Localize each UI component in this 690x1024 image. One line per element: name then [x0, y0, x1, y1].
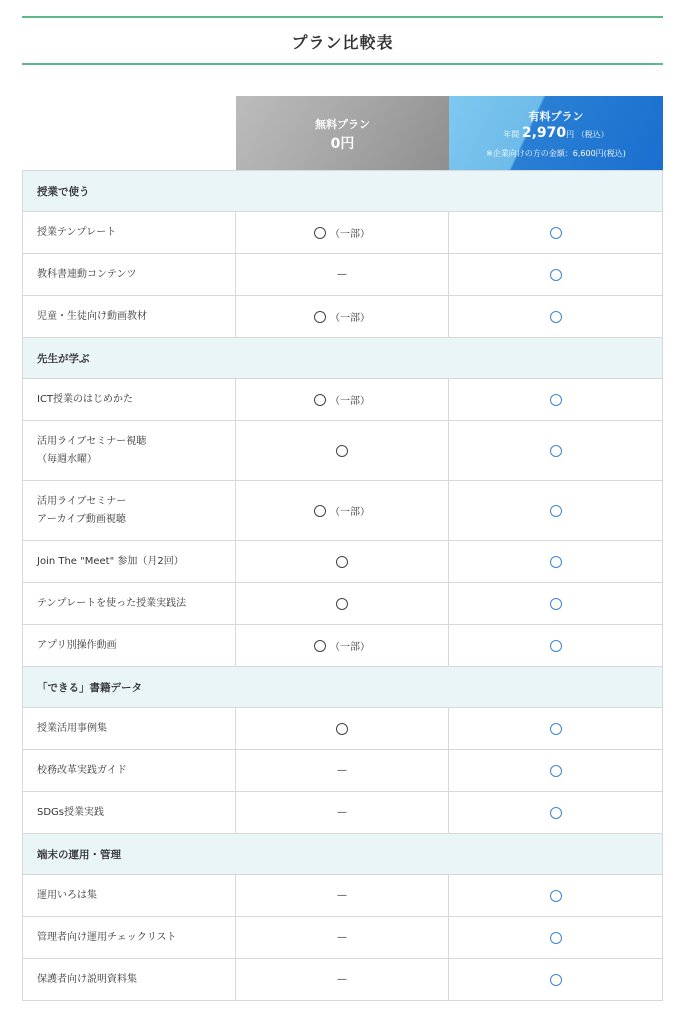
free-plan-cell	[236, 296, 449, 337]
circle-icon	[550, 974, 562, 986]
free-plan-price: 0円	[330, 136, 355, 152]
table-row	[23, 421, 662, 481]
feature-label	[23, 583, 236, 624]
table-row	[23, 917, 662, 959]
paid-plan-cell	[449, 875, 662, 916]
paid-plan-cell	[449, 379, 662, 420]
free-plan-cell	[236, 917, 449, 958]
feature-name: 教科書連動コンテンツ	[37, 268, 137, 280]
paid-plan-cell	[449, 792, 662, 833]
circle-icon	[314, 311, 326, 323]
free-plan-cell	[236, 541, 449, 582]
free-plan-name: 無料プラン	[315, 118, 370, 131]
section-header: 授業で使う	[23, 171, 662, 212]
paid-plan-cell	[449, 625, 662, 666]
free-plan-cell	[236, 875, 449, 916]
circle-icon	[550, 807, 562, 819]
feature-name: 管理者向け運用チェックリスト	[37, 931, 177, 943]
circle-icon	[550, 311, 562, 323]
table-row	[23, 254, 662, 296]
section-header: 先生が学ぶ	[23, 338, 662, 379]
page-title: プラン比較表	[291, 33, 394, 52]
feature-label-text	[37, 595, 186, 613]
feature-label	[23, 792, 236, 833]
circle-icon	[550, 445, 562, 457]
feature-label	[23, 379, 236, 420]
feature-label	[23, 625, 236, 666]
feature-label	[23, 541, 236, 582]
paid-plan-name: 有料プラン	[528, 110, 584, 123]
feature-name: ICT授業のはじめかた	[37, 393, 134, 405]
comparison-grid	[22, 170, 663, 1001]
free-plan-cell	[236, 625, 449, 666]
section-header: 「できる」書籍データ	[23, 667, 662, 708]
paid-plan-cell	[449, 750, 662, 791]
table-row	[23, 875, 662, 917]
plan-header-row	[22, 96, 663, 170]
page-header	[22, 16, 663, 66]
feature-label	[23, 254, 236, 295]
paid-plan-cell	[449, 481, 662, 540]
circle-icon	[550, 556, 562, 568]
feature-name: アプリ別操作動画	[37, 639, 117, 651]
feature-name: 運用いろは集	[37, 889, 97, 901]
paid-plan-price-line	[449, 125, 663, 141]
feature-label-text	[37, 266, 137, 284]
feature-label	[23, 917, 236, 958]
circle-icon	[550, 890, 562, 902]
feature-name: 授業テンプレート	[37, 226, 117, 238]
table-row	[23, 708, 662, 750]
table-row	[23, 583, 662, 625]
paid-plan-cell	[449, 254, 662, 295]
partial-note: （一部）	[330, 507, 370, 518]
circle-icon	[336, 556, 348, 568]
circle-icon	[550, 723, 562, 735]
dash-mark: —	[337, 807, 347, 818]
free-plan-cell	[236, 708, 449, 749]
paid-plan-tax: （税込）	[576, 130, 609, 139]
circle-icon	[314, 227, 326, 239]
free-plan-cell	[236, 481, 449, 540]
feature-label-text	[37, 971, 137, 989]
feature-label-text	[37, 720, 107, 738]
feature-label-text	[37, 391, 133, 409]
section-header: 端末の運用・管理	[23, 834, 662, 875]
header-top-rule	[22, 16, 663, 18]
circle-icon	[550, 932, 562, 944]
dash-mark: —	[337, 932, 347, 943]
table-row	[23, 750, 662, 792]
feature-name-line2: （毎週水曜）	[37, 453, 97, 465]
table-row	[23, 379, 662, 421]
feature-label-text	[37, 553, 184, 571]
free-plan-cell	[236, 792, 449, 833]
table-row	[23, 296, 662, 338]
circle-icon	[550, 505, 562, 517]
paid-plan-price: 2,970	[521, 125, 567, 141]
feature-label	[23, 296, 236, 337]
feature-name: 保護者向け説明資料集	[37, 973, 137, 985]
dash-mark: —	[337, 890, 347, 901]
circle-icon	[336, 723, 348, 735]
circle-icon	[336, 598, 348, 610]
plan-comparison-table	[22, 96, 663, 1001]
feature-label-text	[37, 929, 177, 947]
paid-plan-cell	[449, 541, 662, 582]
feature-label-text	[37, 433, 146, 469]
table-row	[23, 959, 662, 1001]
paid-plan-period: 年間	[503, 130, 520, 139]
feature-label-text	[37, 493, 126, 529]
feature-label	[23, 481, 236, 540]
feature-name: テンプレートを使った授業実践法	[37, 597, 187, 609]
partial-note: （一部）	[330, 642, 370, 653]
paid-plan-note: ※企業向けの方の金額：6,600円(税込)	[486, 149, 626, 158]
dash-mark: —	[337, 974, 347, 985]
circle-icon	[550, 394, 562, 406]
feature-name: Join The "Meet" 参加（月2回）	[37, 555, 184, 567]
feature-label	[23, 421, 236, 480]
paid-plan-cell	[449, 959, 662, 1000]
circle-icon	[550, 227, 562, 239]
feature-label	[23, 212, 236, 253]
feature-label	[23, 959, 236, 1000]
feature-label-text	[37, 804, 104, 822]
circle-icon	[550, 765, 562, 777]
feature-label	[23, 708, 236, 749]
partial-note: （一部）	[330, 396, 370, 407]
dash-mark: —	[337, 269, 347, 280]
feature-name: 授業活用事例集	[37, 722, 107, 734]
paid-plan-cell	[449, 421, 662, 480]
free-plan-cell	[236, 583, 449, 624]
feature-name: 校務改革実践ガイド	[37, 764, 127, 776]
circle-icon	[550, 269, 562, 281]
feature-name: 活用ライブセミナー	[37, 495, 127, 507]
feature-label-text	[37, 308, 147, 326]
paid-plan-cell	[449, 212, 662, 253]
paid-plan-cell	[449, 296, 662, 337]
paid-plan-cell	[449, 917, 662, 958]
feature-name: SDGs授業実践	[37, 806, 105, 818]
feature-label-text	[37, 224, 116, 242]
table-row	[23, 541, 662, 583]
table-row	[23, 212, 662, 254]
free-plan-cell	[236, 959, 449, 1000]
feature-name-line2: アーカイブ動画視聴	[37, 513, 126, 525]
paid-plan-cell	[449, 583, 662, 624]
free-plan-cell	[236, 254, 449, 295]
feature-name: 活用ライブセミナー視聴	[37, 435, 147, 447]
feature-label	[23, 750, 236, 791]
circle-icon	[314, 505, 326, 517]
free-plan-cell	[236, 379, 449, 420]
free-plan-cell	[236, 421, 449, 480]
feature-label-text	[37, 637, 117, 655]
free-plan-header	[236, 96, 449, 170]
circle-icon	[314, 640, 326, 652]
table-row	[23, 481, 662, 541]
paid-plan-header	[449, 96, 663, 170]
circle-icon	[336, 445, 348, 457]
table-row	[23, 625, 662, 667]
paid-plan-unit: 円	[566, 130, 575, 139]
circle-icon	[550, 598, 562, 610]
circle-icon	[550, 640, 562, 652]
free-plan-cell	[236, 750, 449, 791]
partial-note: （一部）	[330, 313, 370, 324]
partial-note: （一部）	[330, 229, 370, 240]
feature-label-text	[37, 887, 97, 905]
feature-label	[23, 875, 236, 916]
paid-plan-cell	[449, 708, 662, 749]
feature-name: 児童・生徒向け動画教材	[37, 310, 147, 322]
circle-icon	[314, 394, 326, 406]
table-row	[23, 792, 662, 834]
feature-label-text	[37, 762, 127, 780]
dash-mark: —	[337, 765, 347, 776]
free-plan-cell	[236, 212, 449, 253]
